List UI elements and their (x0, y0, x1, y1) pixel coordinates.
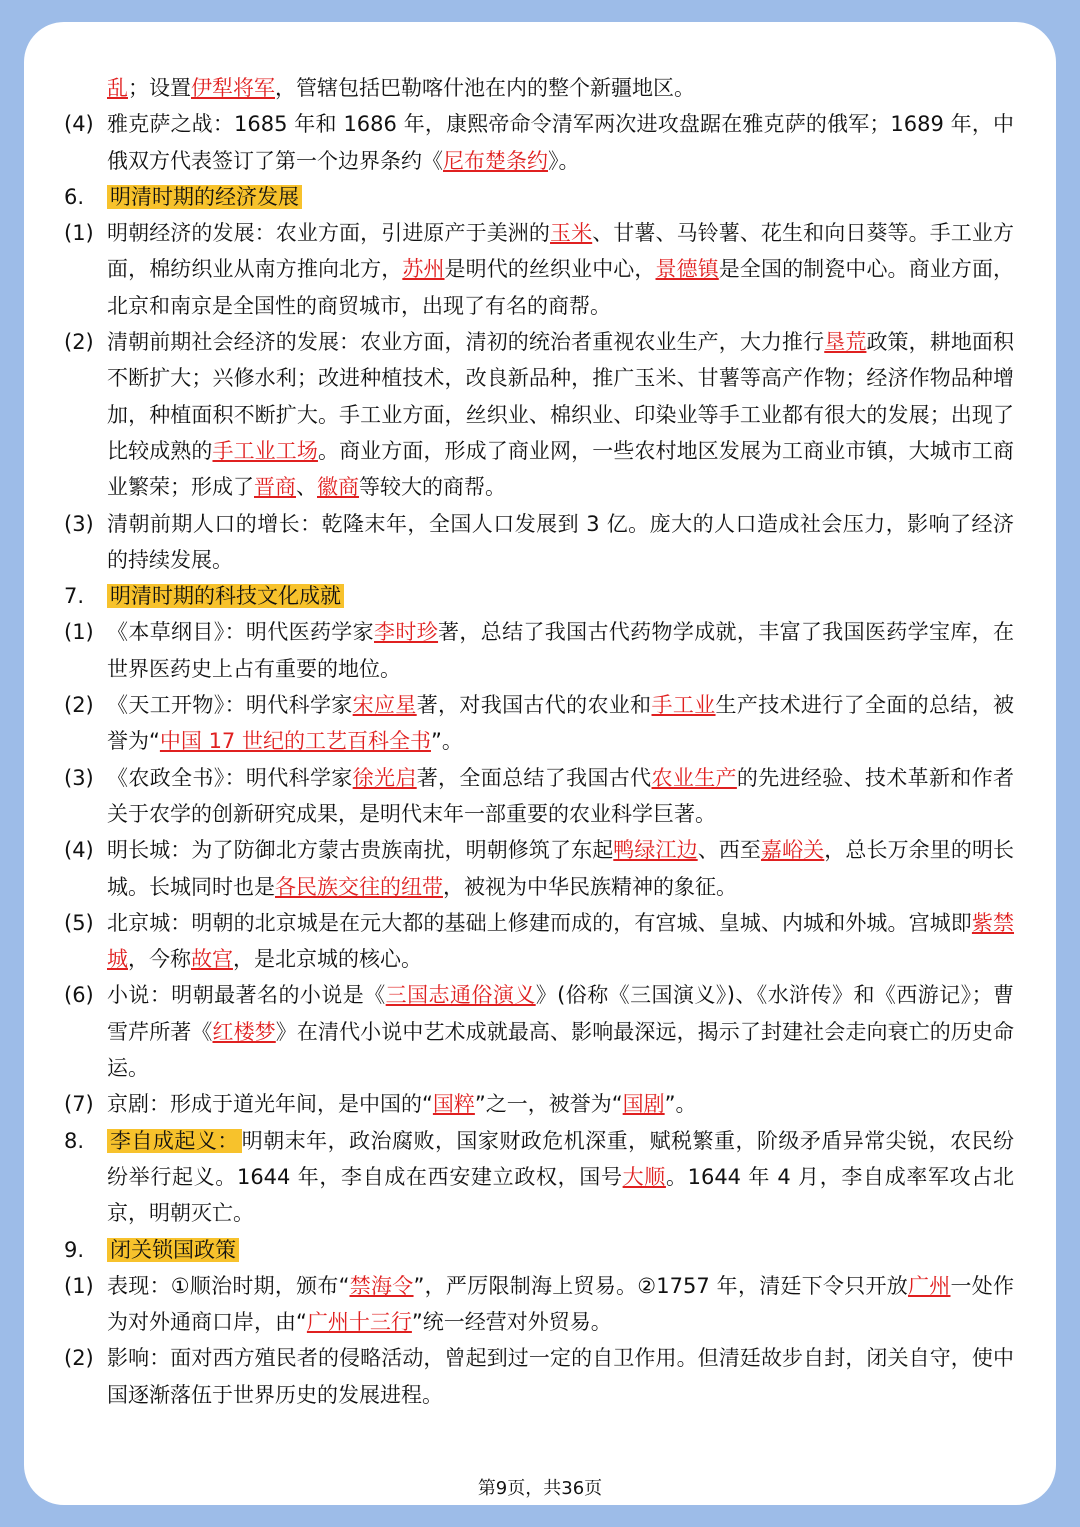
text-segment: 等较大的商帮。 (359, 475, 506, 500)
text-segment: 、西至 (697, 838, 761, 863)
list-item (64, 215, 1014, 324)
text-segment: ”。 (430, 729, 463, 754)
text-segment: 小说：明朝最著名的小说是《 (107, 983, 386, 1008)
list-item (64, 687, 1014, 760)
item-number: 8. (64, 1128, 85, 1153)
item-text (107, 70, 1014, 106)
list-item (64, 760, 1014, 833)
key-term: 玉米 (550, 221, 593, 246)
section-heading: 李自成起义： (107, 1129, 242, 1153)
item-text (107, 1232, 1014, 1268)
text-segment: ”之一，被誉为“ (474, 1092, 623, 1117)
list-item (64, 70, 1014, 106)
item-number: 6. (64, 184, 85, 209)
text-segment: 《农政全书》：明代科学家 (107, 765, 353, 790)
text-segment: 清朝前期社会经济的发展：农业方面，清初的统治者重视农业生产，大力推行 (107, 330, 825, 355)
key-term: 故宫 (191, 947, 233, 972)
key-term: 乱 (107, 76, 128, 100)
text-segment: 的先进经验、技术革新和作者关于农学的创新研究成果，是明代末年一部重要的农业科学巨著。 (107, 765, 1015, 826)
document-body (64, 70, 1014, 1413)
text-segment: 》(俗称《三国演义》)、《水浒传》和《西游记》；曹雪芹所著《 (107, 983, 1015, 1044)
key-term: 李时珍 (374, 620, 439, 645)
list-item (64, 578, 1014, 614)
text-segment: ，今称 (128, 947, 191, 972)
key-term: 农业生产 (651, 765, 737, 790)
text-segment: 著，总结了我国古代药物学成就，丰富了我国医药学宝库，在世界医药史上占有重要的地位。 (107, 620, 1015, 681)
list-item (64, 1123, 1014, 1232)
key-term: 各民族交往的纽带 (275, 874, 443, 899)
item-number: 7. (64, 584, 85, 609)
text-segment: ，是北京城的核心。 (233, 947, 422, 972)
text-segment: 明长城：为了防御北方蒙古贵族南扰，明朝修筑了东起 (107, 838, 614, 863)
list-item (64, 179, 1014, 215)
list-item (64, 1340, 1014, 1413)
item-number: (6) (64, 983, 94, 1008)
key-term: 徐光启 (352, 765, 417, 790)
text-segment: 》在清代小说中艺术成就最高、影响最深远，揭示了封建社会走向衰亡的历史命运。 (107, 1019, 1015, 1081)
section-heading: 明清时期的科技文化成就 (107, 584, 344, 608)
list-item (64, 977, 1014, 1086)
item-text (107, 179, 1014, 215)
key-term: 宋应星 (352, 693, 417, 718)
item-text (107, 215, 1014, 324)
key-term: 广州十三行 (306, 1310, 412, 1335)
list-item (64, 1086, 1014, 1122)
key-term: 嘉峪关 (760, 838, 825, 863)
text-segment: ，被视为中华民族精神的象征。 (443, 874, 737, 899)
item-text (107, 1086, 1014, 1122)
item-text (107, 578, 1014, 614)
key-term: 手工业 (651, 693, 716, 718)
item-text (107, 1123, 1014, 1232)
section-heading: 闭关锁国政策 (107, 1238, 239, 1262)
text-segment: 明朝经济的发展：农业方面，引进原产于美洲的 (107, 221, 550, 246)
text-segment: 。1644 年 4 月，李自成率军攻占北京，明朝灭亡。 (107, 1164, 1014, 1226)
item-number: (3) (64, 765, 94, 790)
text-segment: ”，严厉限制海上贸易。②1757 年，清廷下令只开放 (413, 1273, 908, 1298)
text-segment: ”。 (664, 1092, 697, 1117)
key-term: 尼布楚条约 (443, 148, 548, 173)
key-term: 三国志通俗演义 (385, 983, 536, 1008)
text-segment: 是明代的丝织业中心， (444, 257, 656, 282)
item-number: (3) (64, 511, 94, 536)
text-segment: ”统一经营对外贸易。 (411, 1310, 612, 1335)
item-number: (1) (64, 1273, 94, 1298)
item-text (107, 905, 1014, 978)
key-term: 中国 17 世纪的工艺百科全书 (159, 729, 431, 754)
item-number: (5) (64, 910, 94, 935)
item-text (107, 977, 1014, 1086)
key-term: 紫禁城 (107, 910, 1015, 972)
section-heading: 明清时期的经济发展 (107, 185, 302, 209)
text-segment: 明朝末年，政治腐败，国家财政危机深重，赋税繁重，阶级矛盾异常尖锐，农民纷纷举行起义。1644 年，李自成在西安建立政权，国号 (107, 1128, 1014, 1189)
text-segment: 清朝前期人口的增长：乾隆末年，全国人口发展到 3 亿。庞大的人口造成社会压力，影响了经济的持续发展。 (107, 511, 1014, 572)
item-number: 9. (64, 1237, 85, 1262)
item-number: (2) (64, 1346, 94, 1371)
text-segment: 是全国的制瓷中心。商业方面，北京和南京是全国性的商贸城市，出现了有名的商帮。 (107, 257, 1015, 318)
page-number: 第9页，共36页 (477, 1478, 603, 1499)
key-term: 垦荒 (824, 330, 867, 355)
item-text (107, 1268, 1014, 1341)
key-term: 景德镇 (655, 257, 719, 282)
item-number: (2) (64, 330, 94, 355)
key-term: 红楼梦 (212, 1019, 276, 1044)
item-text (107, 614, 1014, 687)
item-number: (4) (64, 112, 94, 137)
text-segment: 。商业方面，形成了商业网，一些农村地区发展为工商业市镇，大城市工商业繁荣；形成了 (107, 438, 1015, 500)
text-segment: 影响：面对西方殖民者的侵略活动，曾起到过一定的自卫作用。但清廷故步自封，闭关自守，使中国逐渐落伍于世界历史的发展进程。 (107, 1346, 1014, 1407)
text-segment: 《天工开物》：明代科学家 (107, 693, 353, 718)
text-segment: 、 (296, 475, 317, 500)
key-term: 大顺 (622, 1164, 666, 1189)
item-text (107, 760, 1014, 833)
text-segment: ，总长万余里的明长城。长城同时也是 (107, 838, 1015, 899)
key-term: 国粹 (432, 1092, 475, 1117)
text-segment: 著，对我国古代的农业和 (416, 693, 652, 718)
item-number: (4) (64, 838, 94, 863)
key-term: 伊犁将军 (191, 76, 275, 100)
item-number: (1) (64, 221, 94, 246)
list-item (64, 832, 1014, 905)
list-item (64, 614, 1014, 687)
item-text (107, 832, 1014, 905)
text-segment: 著，全面总结了我国古代 (416, 765, 652, 790)
key-term: 徽商 (317, 475, 359, 500)
text-segment: 政策，耕地面积不断扩大；兴修水利；改进种植技术，改良新品种，推广玉米、甘薯等高产作物；经济作物品种增加，种植面积不断扩大。手工业方面，丝织业、棉织业、印染业等手工业都有很大的发展；出现了比较成熟的 (107, 330, 1015, 463)
key-term: 苏州 (402, 257, 445, 282)
item-text (107, 324, 1014, 505)
text-segment: 表现：①顺治时期，颁布“ (107, 1273, 350, 1298)
item-number: (1) (64, 620, 94, 645)
list-item (64, 1268, 1014, 1341)
list-item (64, 905, 1014, 978)
list-item (64, 506, 1014, 579)
key-term: 广州 (907, 1273, 951, 1298)
key-term: 禁海令 (349, 1273, 414, 1298)
text-segment: 一处作为对外通商口岸，由“ (107, 1273, 1015, 1335)
list-item (64, 324, 1014, 505)
item-text (107, 106, 1014, 179)
key-term: 鸭绿江边 (613, 838, 698, 863)
text-segment: 北京城：明朝的北京城是在元大都的基础上修建而成的，有宫城、皇城、内城和外城。宫城即 (107, 910, 972, 935)
text-segment: ，管辖包括巴勒喀什池在内的整个新疆地区。 (275, 76, 695, 100)
page-card (24, 22, 1056, 1505)
key-term: 国剧 (622, 1092, 665, 1117)
text-segment: 《本草纲目》：明代医药学家 (107, 620, 374, 645)
item-number: (7) (64, 1092, 94, 1117)
text-segment: 生产技术进行了全面的总结，被誉为“ (107, 693, 1015, 754)
text-segment: ；设置 (128, 76, 191, 100)
list-item (64, 1232, 1014, 1268)
item-number: (2) (64, 693, 94, 718)
item-text (107, 1340, 1014, 1413)
list-item (64, 106, 1014, 179)
item-text (107, 687, 1014, 760)
text-segment: 、甘薯、马铃薯、花生和向日葵等。手工业方面，棉纺织业从南方推向北方， (107, 221, 1015, 282)
text-segment: 京剧：形成于道光年间，是中国的“ (107, 1092, 433, 1117)
item-text (107, 506, 1014, 579)
text-segment: 雅克萨之战：1685 年和 1686 年，康熙帝命令清军两次进攻盘踞在雅克萨的俄军；1689 年，中俄双方代表签订了第一个边界条约《 (107, 112, 1014, 173)
text-segment: 》。 (548, 148, 580, 173)
key-term: 手工业工场 (212, 438, 318, 463)
key-term: 晋商 (254, 475, 296, 500)
